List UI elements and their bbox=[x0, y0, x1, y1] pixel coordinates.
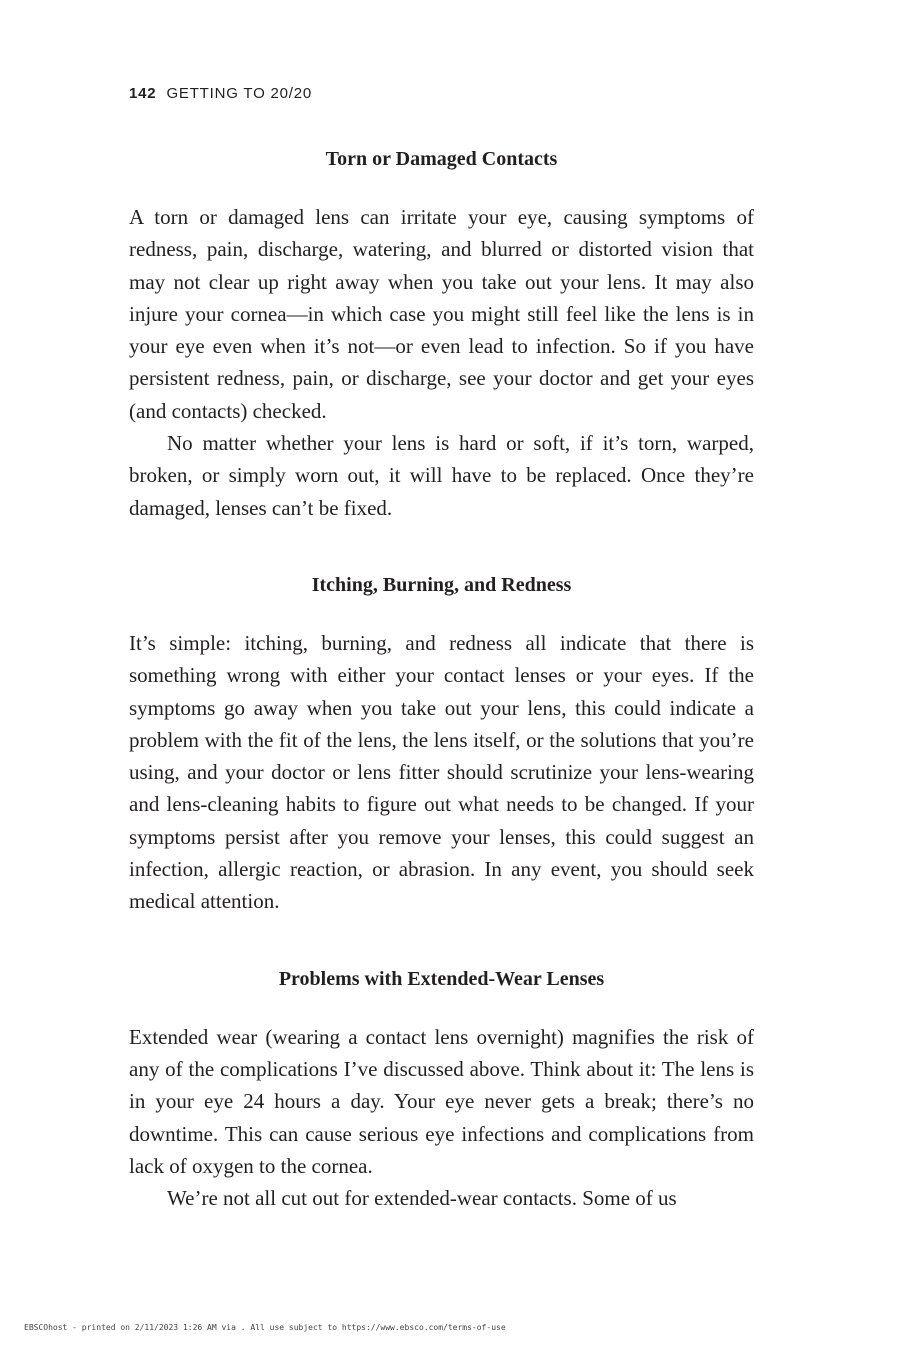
paragraph: No matter whether your lens is hard or soft, if it’s torn, warped, broken, or simply worn out, it will have to be replaced. Once they’re damaged, lenses can’t be fixed. bbox=[129, 431, 754, 520]
section-heading: Problems with Extended-Wear Lenses bbox=[278, 967, 605, 990]
paragraph: It’s simple: itching, burning, and redness all indicate that there is something wrong with either your contact lenses or your eyes. If the symptoms go away when you take out your lens, this could indicate a problem with the fit of the lens, the lens itself, or the solutions that you’re using, and your doctor or lens fitter should scrutinize your lens-wearing and lens-cleaning habits to figure out what needs to be changed. If your symptoms persist after you remove your lenses, this could suggest an infection, allergic reaction, or abrasion. In any event, you should seek medical attention. bbox=[129, 630, 754, 914]
print-footer: EBSCOhost - printed on 2/11/2023 1:26 AM via . All use subject to https://www.ebsco.com/terms-of-use bbox=[24, 1323, 506, 1332]
section-heading: Torn or Damaged Contacts bbox=[325, 148, 558, 170]
section-itching-burning-redness bbox=[129, 569, 754, 918]
paragraph: A torn or damaged lens can irritate your eye, causing symptoms of redness, pain, discharge, watering, and blurred or distorted vision that may not clear up right away when you take out your lens. It may also injure your cornea—in which case you might still feel like the lens is in your eye even when it’s not—or even lead to infection. So if you have persistent redness, pain, or discharge, see your doctor and get your eyes (and contacts) checked. bbox=[129, 205, 754, 423]
page-number: 142 bbox=[129, 85, 157, 102]
section-extended-wear-problems bbox=[129, 963, 754, 1215]
section-torn-damaged-contacts bbox=[129, 143, 754, 524]
paragraph: Extended wear (wearing a contact lens overnight) magnifies the risk of any of the complications I’ve discussed above. Think about it: The lens is in your eye 24 hours a day. Your eye never gets a break; there’s no downtime. This can cause serious eye infections and complications from lack of oxygen to the cornea. bbox=[129, 1024, 754, 1178]
page-body bbox=[129, 143, 754, 1214]
section-heading: Itching, Burning, and Redness bbox=[311, 573, 572, 596]
paragraph: We’re not all cut out for extended-wear contacts. Some of us bbox=[167, 1186, 677, 1211]
running-title: GETTING TO 20/20 bbox=[166, 85, 313, 102]
running-head bbox=[129, 84, 312, 104]
